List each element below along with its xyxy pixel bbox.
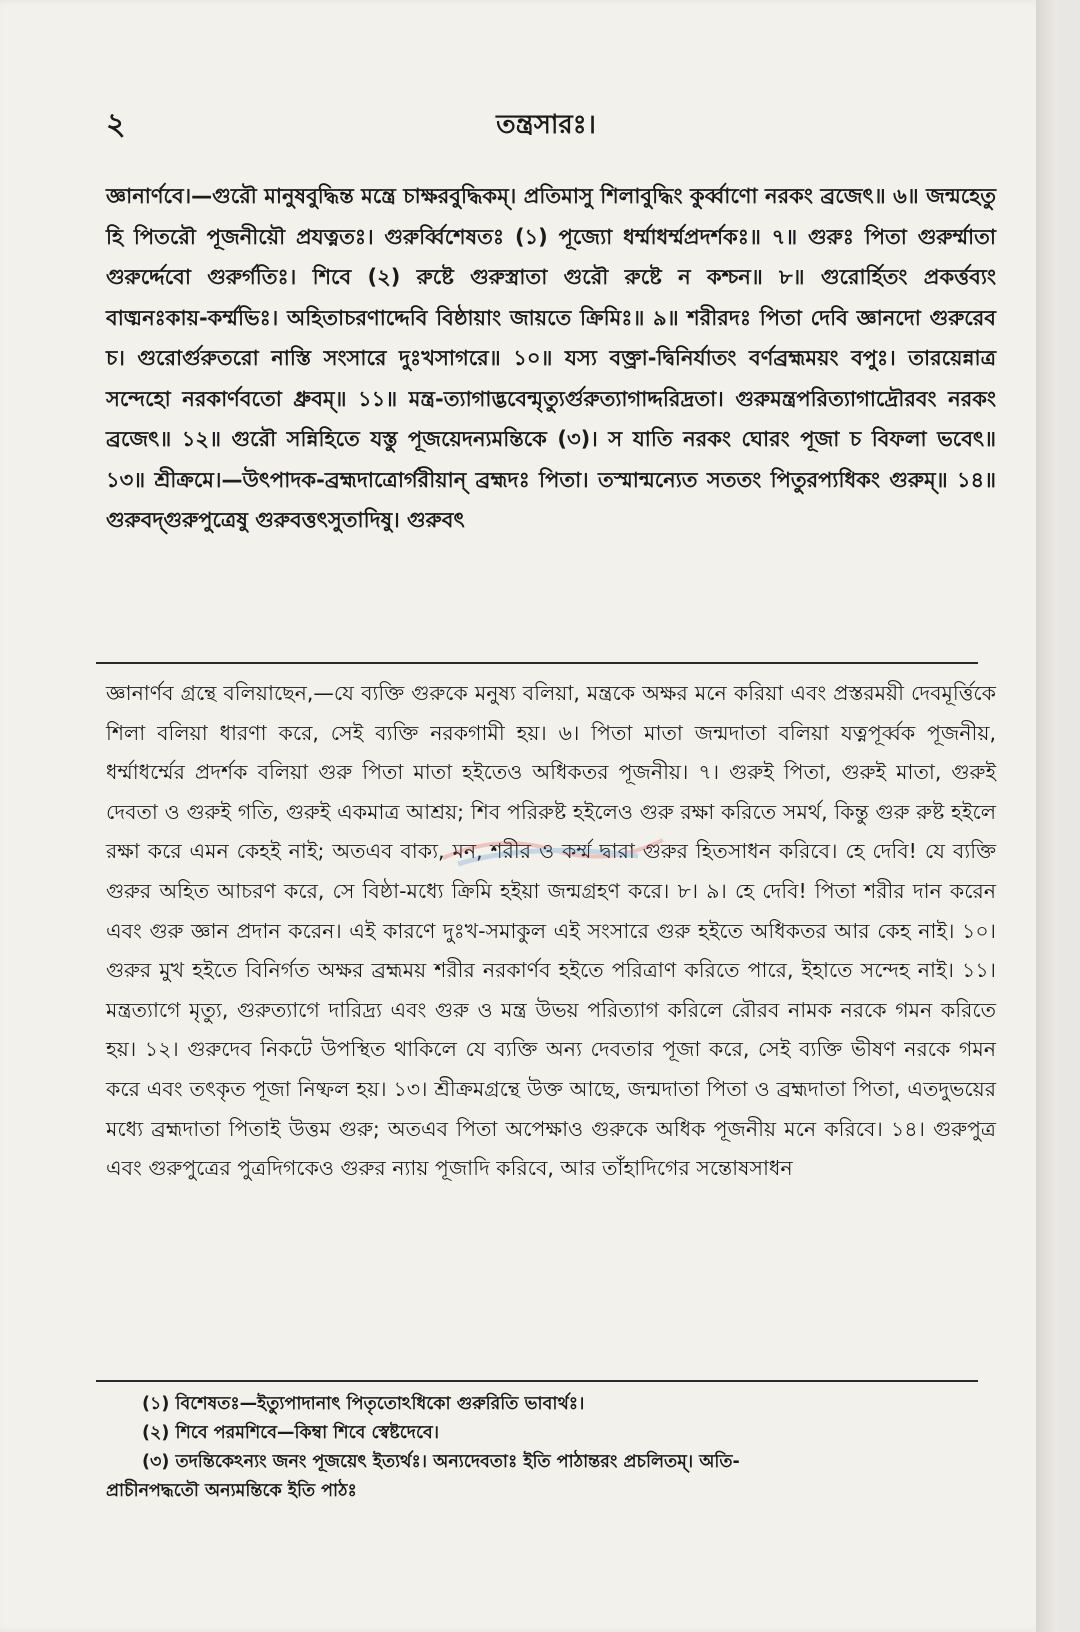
- page-header: [106, 100, 986, 144]
- footnote-3-continuation: প্রাচীনপদ্ধতৌ অন্যমন্তিকে ইতি পাঠঃ: [106, 1481, 357, 1501]
- footnote-1: (১) বিশেষতঃ—ইত্যুপাদানাৎ পিতৃতোঽধিকো গুরুরিতি ভাবার্থঃ।: [142, 1394, 585, 1414]
- footnote-2: (২) শিবে পরমশিবে—কিম্বা শিবে স্বেষ্টদেবে।: [142, 1423, 439, 1443]
- footnotes: [106, 1390, 996, 1506]
- footnote-divider: [96, 1380, 978, 1382]
- running-title: তন্ত্রসারঃ।: [496, 110, 596, 140]
- page-gutter-shadow: [1036, 0, 1058, 1632]
- page-number: ২: [106, 107, 126, 142]
- bengali-translation: জ্ঞানার্ণব গ্রন্থে বলিয়াছেন,—যে ব্যক্তি গুরুকে মনুষ্য বলিয়া, মন্ত্রকে অক্ষর মনে করিয়া এবং প্রস্তরময়ী দেবমূর্ত্তিকে শিলা বলিয়া ধারণা করে, সেই ব্যক্তি নরকগামী হয়। ৬। পিতা মাতা জন্মদাতা বলিয়া যত্নপূর্ব্বক পূজনীয়, ধর্ম্মাধর্ম্মের প্রদর্শক বলিয়া গুরু পিতা মাতা হইতেও অধিকতর পূজনীয়। ৭। গুরুই পিতা, গুরুই মাতা, গুরুই দেবতা ও গুরুই গতি, গুরুই একমাত্র আশ্রয়; শিব পরিরুষ্ট হইলেও গুরু রক্ষা করিতে সমর্থ, কিন্তু গুরু রুষ্ট হইলে রক্ষা করে এমন কেহই নাই; অতএব বাক্য, মন, শরীর ও কর্ম্ম দ্বারা গুরুর হিতসাধন করিবে। হে দেবি! যে ব্যক্তি গুরুর অহিত আচরণ করে, সে বিষ্ঠা-মধ্যে ক্রিমি হইয়া জন্মগ্রহণ করে। ৮। ৯। হে দেবি! পিতা শরীর দান করেন এবং গুরু জ্ঞান প্রদান করেন। এই কারণে দুঃখ-সমাকুল এই সংসারে গুরু হইতে অধিকতর আর কেহ নাই। ১০। গুরুর মুখ হইতে বিনির্গত অক্ষর ব্রহ্মময় শরীর নরকার্ণব হইতে পরিত্রাণ করিতে পারে, ইহাতে সন্দেহ নাই। ১১। মন্ত্রত্যাগে মৃত্যু, গুরুত্যাগে দারিদ্র্য এবং গুরু ও মন্ত্র উভয় পরিত্যাগ করিলে রৌরব নামক নরকে গমন করিতে হয়। ১২। গুরুদেব নিকটে উপস্থিত থাকিলে যে ব্যক্তি অন্য দেবতার পূজা করে, সেই ব্যক্তি ভীষণ নরকে গমন করে এবং তৎকৃত পূজা নিষ্ফল হয়। ১৩। শ্রীক্রমগ্রন্থে উক্ত আছে, জন্মদাতা পিতা ও ব্রহ্মদাতা পিতা, এতদুভয়ের মধ্যে ব্রহ্মদাতা পিতাই উত্তম গুরু; অতএব পিতা অপেক্ষাও গুরুকে অধিক পূজনীয় মনে করিবে। ১৪। গুরুপুত্র এবং গুরুপুত্রের পুত্রদিগকেও গুরুর ন্যায় পূজাদি করিবে, আর তাঁহাদিগের সন্তোষসাধন: [106, 681, 996, 1181]
- sanskrit-verses: জ্ঞানার্ণবে।—গুরৌ মানুষবুদ্ধিন্ত মন্ত্রে চাক্ষরবুদ্ধিকম্। প্রতিমাসু শিলাবুদ্ধিং কুর্ব্বাণো নরকং ব্রজেৎ॥ ৬॥ জন্মহেতু হি পিতরৌ পূজনীয়ৌ প্রযত্নতঃ। গুরুর্ব্বিশেষতঃ (১) পূজ্যো ধর্ম্মাধর্ম্মপ্রদর্শকঃ॥ ৭॥ গুরুঃ পিতা গুরুর্ম্মাতা গুরুর্দ্দেবো গুরুর্গতিঃ। শিবে (২) রুষ্টে গুরুস্ত্রাতা গুরৌ রুষ্টে ন কশ্চন॥ ৮॥ গুরোর্হিতং প্রকর্ত্তব্যং বাঙ্মনঃকায়-কর্ম্মভিঃ। অহিতাচরণাদ্দেবি বিষ্ঠায়াং জায়তে ক্রিমিঃ॥ ৯॥ শরীরদঃ পিতা দেবি জ্ঞানদো গুরুরেব চ। গুরোর্গুরুতরো নাস্তি সংসারে দুঃখসাগরে॥ ১০॥ যস্য বক্ত্রা-দ্বিনির্যাতং বর্ণব্রহ্মময়ং বপুঃ। তারয়েন্নাত্র সন্দেহো নরকার্ণবতো ধ্রুবম্॥ ১১॥ মন্ত্র-ত্যাগাদ্ভবেন্মৃত্যুর্গুরুত্যাগাদ্দরিদ্রতা। গুরুমন্ত্রপরিত্যাগাদ্রৌরবং নরকং ব্রজেৎ॥ ১২॥ গুরৌ সন্নিহিতে যস্তু পূজয়েদন্যমন্তিকে (৩)। স যাতি নরকং ঘোরং পূজা চ বিফলা ভবেৎ॥ ১৩॥ শ্রীক্রমে।—উৎপাদক-ব্রহ্মদাত্রোর্গরীয়ান্ ব্রহ্মদঃ পিতা। তস্মান্মন্যেত সততং পিতুরপ্যধিকং গুরুম্॥ ১৪॥ গুরুবদ্গুরুপুত্রেষু গুরুবত্তৎসুতাদিষু। গুরুবৎ: [106, 184, 996, 532]
- footnote-3: (৩) তদন্তিকেঽন্যং জনং পূজয়েৎ ইত্যর্থঃ। অন্যদেবতাঃ ইতি পাঠান্তরং প্রচলিতম্। অতি-: [142, 1452, 740, 1472]
- section-divider: [96, 662, 978, 664]
